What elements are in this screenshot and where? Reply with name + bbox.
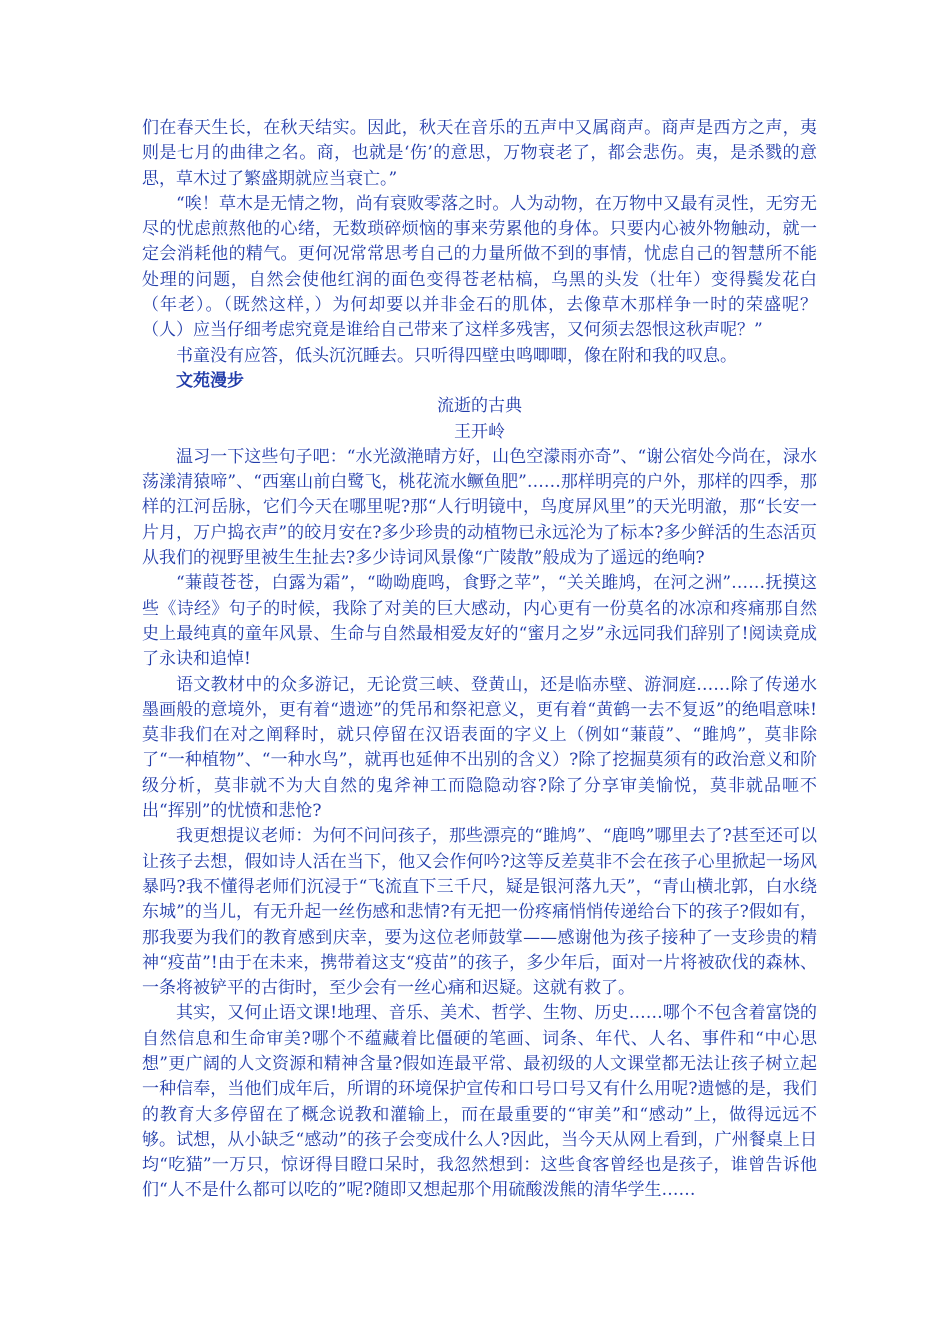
body-paragraph: “蒹葭苍苍，白露为霜”，“呦呦鹿鸣，食野之苹”，“关关雎鸠，在河之洲”……抚摸这些《诗经》句子的时候，我除了对美的巨大感动，内心更有一份莫名的冰凉和疼痛那自然史上最纯真的童年风景、生命与自然最相爱友好的“蜜月之岁”永远同我们辞别了!阅读竟成了永诀和追悼! [142,573,817,670]
document-page [142,116,817,1204]
article-title: 流逝的古典 [437,396,522,417]
body-paragraph: 其实，又何止语文课!地理、音乐、美术、哲学、生物、历史……哪个不包含着富饶的自然信息和生命审美?哪个不蕴藏着比僵硬的笔画、词条、年代、人名、事件和“中心思想”更广阔的人文资源和精神含量?假如连最平常、最初级的人文课堂都无法让孩子树立起一种信奉，当他们成年后，所谓的环境保护宣传和口号口号又有什么用呢?遗憾的是，我们的教育大多停留在了概念说教和灌输上，而在最重要的“审美”和“感动”上，做得远远不够。试想，从小缺乏“感动”的孩子会变成什么人?因此，当今天从网上看到，广州餐桌上日均“吃猫”一万只，惊讶得目瞪口呆时，我忽然想到：这些食客曾经也是孩子，谁曾告诉他们“人不是什么都可以吃的”呢?随即又想起那个用硫酸泼熊的清华学生…… [142,1003,817,1201]
body-paragraph: 温习一下这些句子吧：“水光潋滟晴方好，山色空濛雨亦奇”、“谢公宿处今尚在，渌水荡漾清猿啼”、“西塞山前白鹭飞，桃花流水鳜鱼肥”……那样明亮的户外，那样的四季，那样的江河岳脉，它们今天在哪里呢?那“人行明镜中，鸟度屏风里”的天光明澈，那“长安一片月，万户捣衣声”的皎月安在?多少珍贵的动植物已永远沦为了标本?多少鲜活的生态活页从我们的视野里被生生扯去?多少诗词风景像“广陵散”般成为了遥远的绝响? [142,446,817,569]
article-author: 王开岭 [454,421,505,442]
section-heading: 文苑漫步 [176,370,244,391]
body-paragraph: 语文教材中的众多游记，无论赏三峡、登黄山，还是临赤壁、游洞庭……除了传递水墨画般的意境外，更有着“遗迹”的凭吊和祭祀意义，更有着“黄鹤一去不复返”的绝唱意味!莫非我们在对之阐释时，就只停留在汉语表面的字义上（例如“蒹葭”、“雎鸠”，莫非除了“一种植物”、“一种水鸟”，就再也延伸不出别的含义）?除了挖掘莫须有的政治意义和阶级分析，莫非就不为大自然的鬼斧神工而隐隐动容?除了分享审美愉悦，莫非就品咂不出“挥别”的忧愤和悲怆? [142,674,817,822]
body-paragraph: “唉！草木是无情之物，尚有衰败零落之时。人为动物，在万物中又最有灵性，无穷无尽的忧虑煎熬他的心绪，无数琐碎烦恼的事来劳累他的身体。只要内心被外物触动，就一定会消耗他的精气。更何况常常思考自己的力量所做不到的事情，忧虑自己的智慧所不能处理的问题，自然会使他红润的面色变得苍老枯槁，乌黑的头发（壮年）变得鬓发花白（年老）。（既然这样，）为何却要以并非金石的肌体，去像草木那样争一时的荣盛呢？（人）应当仔细考虑究竟是谁给自己带来了这样多残害，又何须去怨恨这秋声呢？” [142,193,817,341]
body-paragraph: 们在春天生长，在秋天结实。因此，秋天在音乐的五声中又属商声。商声是西方之声，夷则是七月的曲律之名。商，也就是‘伤’的意思，万物衰老了，都会悲伤。夷，是杀戮的意思，草木过了繁盛期就应当衰亡。” [142,118,817,189]
body-paragraph: 书童没有应答，低头沉沉睡去。只听得四壁虫鸣唧唧，像在附和我的叹息。 [176,345,737,366]
body-paragraph: 我更想提议老师：为何不问问孩子，那些漂亮的“雎鸠”、“鹿鸣”哪里去了?甚至还可以让孩子去想，假如诗人活在当下，他又会作何吟?这等反差莫非不会在孩子心里掀起一场风暴吗?我不懂得老师们沉浸于“飞流直下三千尺，疑是银河落九天”，“青山横北郭，白水绕东城”的当儿，有无升起一丝伤感和悲情?有无把一份疼痛悄悄传递给台下的孩子?假如有，那我要为我们的教育感到庆幸，要为这位老师鼓掌——感谢他为孩子接种了一支珍贵的精神“疫苗”!由于在未来，携带着这支“疫苗”的孩子，多少年后，面对一片将被砍伐的森林、一条将被铲平的古街时，至少会有一丝心痛和迟疑。这就有救了。 [142,826,817,999]
